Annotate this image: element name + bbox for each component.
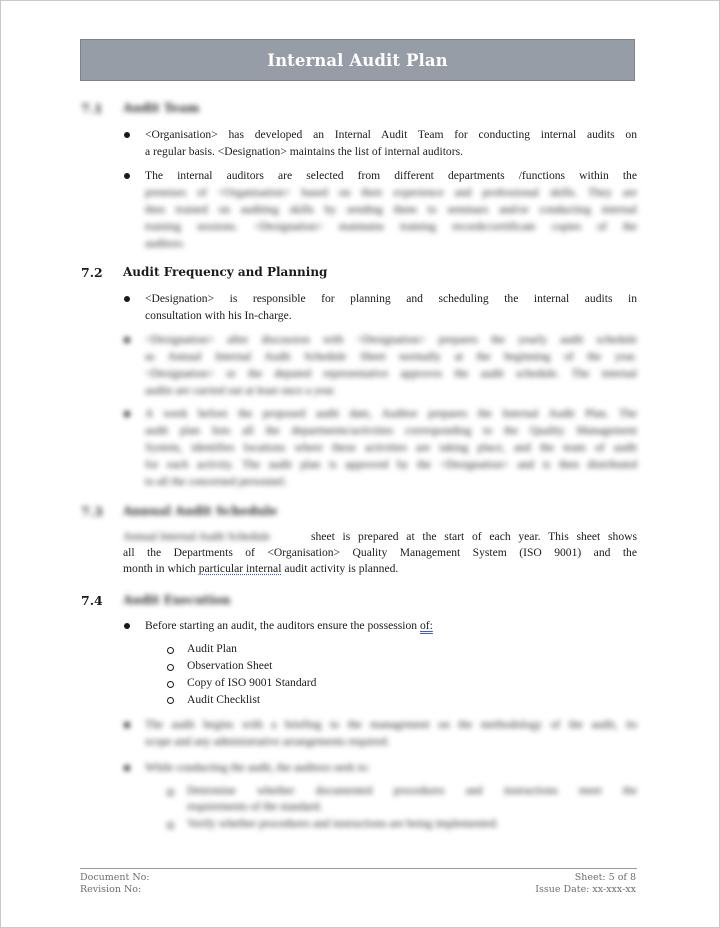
bullet-icon [124,722,130,728]
section-7-2-bullet-2-blurred-line: as Annual Internal Audit Schedule Sheet normally at the beginning of the year. [145,350,637,363]
section-7-1-bullet-2-blurred-line: premises of <Organisation> based on their experience and professional skills. They are [145,186,637,199]
hollow-bullet-icon [167,647,174,654]
section-7-2-bullet-3-blurred-line: System, identifies locations where these activities are taking place, and the team of audit [145,441,637,454]
section-7-4-title: Audit Execution [123,593,231,607]
section-7-1-bullet-2-blurred-line: auditors. [145,237,186,250]
section-7-2-title: Audit Frequency and Planning [123,265,328,279]
section-7-3-line-1: sheet is prepared at the start of each year. This sheet shows [311,530,637,543]
grammar-flagged-text[interactable]: of: [419,619,433,632]
section-7-2-bullet-2-blurred-line: <Designation> or the deputed representative approves the audit schedule. The internal [145,367,637,380]
section-7-4-sub-blurred-line: Determine whether documented procedures and instructions meet the [187,784,637,797]
sub-list-item: Copy of ISO 9001 Standard [187,676,317,689]
bullet-icon [124,623,130,629]
footer-document-no: Document No: [80,872,150,883]
section-7-3-line-3-pre: month in which [123,562,199,575]
section-7-3-title: Annual Audit Schedule [123,504,278,518]
bullet-icon [124,411,130,417]
bullet-icon [124,173,130,179]
document-title: Internal Audit Plan [267,50,448,70]
section-7-2-bullet-1-line-1: <Designation> is responsible for planning and scheduling the internal audits in [145,292,637,305]
section-7-2-bullet-2-blurred-line: <Designation> after discussion with <Designation> prepares the yearly audit schedule [145,333,637,346]
section-7-2-bullet-3-blurred-line: for each activity. The audit plan is approved by the <Designation> and is then distributed [145,458,637,471]
hollow-bullet-icon [167,664,174,671]
hollow-bullet-icon [167,822,174,829]
sub-list-item: Audit Checklist [187,693,261,706]
sub-list-item-blurred [161,698,271,706]
section-7-3-line-2: all the Departments of <Organisation> Quality Management System (ISO 9001) and the [123,546,637,559]
footer-divider [80,868,637,869]
bullet-icon [124,132,130,138]
footer-sheet-number: Sheet: 5 of 8 [574,872,636,883]
hollow-bullet-icon [167,789,174,796]
section-7-3-line-3-post: audit activity is planned. [281,562,399,575]
section-7-3-number: 7.3 [81,504,103,519]
footer-issue-date: Issue Date: xx-xxx-xx [535,884,636,895]
section-7-1-bullet-2-blurred-line: training sessions. <Designation> maintains training records/certificate copies of the [145,220,637,233]
section-7-4-bullet-3-blurred-line: While conducting the audit, the auditors seek to: [145,761,370,774]
section-7-4-bullet-1-text: Before starting an audit, the auditors ensure the possession [145,619,420,632]
hollow-bullet-icon [167,681,174,688]
section-7-4-sub-blurred-line: Verify whether procedures and instructions are being implemented. [187,817,499,830]
section-7-1-bullet-2-blurred-line: then trained on auditing skills by sending them to seminars and/or conducting internal [145,203,637,216]
section-7-2-bullet-3-blurred-line: audit plan lists all the departments/activities corresponding to the Quality Management [145,424,637,437]
section-7-2-bullet-3-blurred-line: A week before the proposed audit date, Auditor prepares the Internal Audit Plan. The [145,407,637,420]
section-7-2-number: 7.2 [81,265,103,280]
section-7-3-blurred-lead: Annual Internal Audit Schedule [123,530,271,543]
section-7-4-number: 7.4 [81,593,103,608]
section-7-4-bullet-2-blurred-line: The audit begins with a briefing to the management on the methodology of the audit, its [145,718,637,731]
document-title-bar [80,39,635,81]
footer-revision-no: Revision No: [80,884,142,895]
section-7-4-bullet-1 [145,617,637,634]
sub-list-item: Observation Sheet [187,659,273,672]
bullet-icon [124,296,130,302]
section-7-2-bullet-3-blurred-line: to all the concerned personnel. [145,475,287,488]
section-7-1-title: Audit Team [123,101,200,115]
section-7-1-number: 7.1 [81,101,103,116]
section-7-4-bullet-2-blurred-line: scope and any administrative arrangements required. [145,735,390,748]
section-7-4-sub-blurred-line: requirements of the standard. [187,800,323,813]
sub-list-item: Audit Plan [187,642,237,655]
section-7-2-bullet-1-line-2: consultation with his In-charge. [145,309,292,322]
bullet-icon [124,337,130,343]
bullet-icon [124,765,130,771]
section-7-2-bullet-2-blurred-line: audits are carried out at least once a year. [145,384,336,397]
spellcheck-flagged-text[interactable]: particular internal [198,562,282,575]
section-7-3-line-3 [123,560,637,577]
section-7-1-bullet-1-line-1: <Organisation> has developed an Internal Audit Team for conducting internal audits on [145,128,637,141]
section-7-1-bullet-1-line-2: a regular basis. <Designation> maintains the list of internal auditors. [145,145,463,158]
section-7-1-bullet-2-line-1: The internal auditors are selected from different departments /functions within the [145,169,637,182]
